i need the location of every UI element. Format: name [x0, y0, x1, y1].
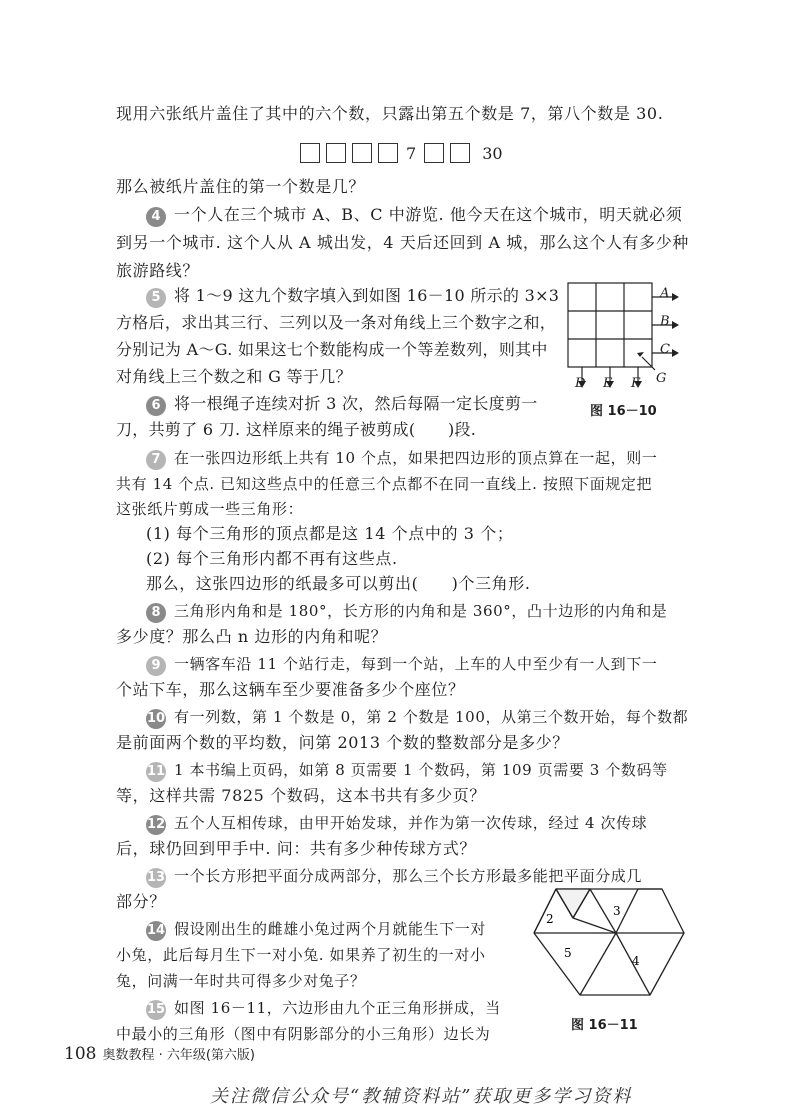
text-line: 兔，问满一年时共可得多少对兔子？ [116, 972, 366, 990]
question-number-badge: 4 [146, 207, 166, 227]
question-9 [146, 654, 657, 676]
text-line: 假设刚出生的雌雄小兔过两个月就能生下一对 [174, 920, 487, 938]
question-number-badge: 14 [146, 921, 166, 941]
triangle-label-5: 5 [564, 946, 572, 960]
question-number-badge: 15 [146, 1000, 166, 1020]
text-line: 在一张四边形纸上共有 10 个点，如果把四边形的顶点算在一起，则一 [174, 449, 658, 467]
figure-16-11-hexagon [528, 885, 688, 1000]
question-4 [146, 205, 682, 227]
question-14 [146, 919, 486, 941]
page-footer [64, 1044, 255, 1064]
text-line: 中最小的三角形（图中有阴影部分的小三角形）边长为 [116, 1025, 491, 1043]
text-line: 将一根绳子连续对折 3 次，然后每隔一定长度剪一 [174, 394, 538, 413]
text-line: 部分？ [116, 892, 166, 911]
text-line: 那么被纸片盖住的第一个数是几？ [116, 177, 366, 196]
question-15 [146, 998, 501, 1020]
question-number-badge: 12 [146, 815, 166, 835]
text-line: 将 1～9 这九个数字填入到如图 16－10 所示的 3×3 [174, 286, 560, 305]
visible-value-fifth: 7 [406, 143, 417, 163]
text-line: 多少度？那么凸 n 边形的内角和呢？ [116, 627, 388, 646]
diag-label-g: G [656, 371, 667, 386]
text-line: 一辆客车沿 11 个站行走，每到一个站，上车的人中至少有一人到下一 [174, 655, 658, 673]
text-line: 个站下车，那么这辆车至少要准备多少个座位？ [116, 680, 465, 699]
question-number-badge: 13 [146, 868, 166, 888]
text-line: 旅游路线？ [116, 261, 200, 280]
covered-box [378, 143, 398, 163]
text-line: 一个人在三个城市 A、B、C 中游览. 他今天在这个城市，明天就必须 [174, 205, 683, 224]
col-label-f: F [631, 376, 641, 391]
covered-box [326, 143, 346, 163]
text-line: 如图 16－11，六边形由九个正三角形拼成，当 [174, 999, 501, 1017]
question-7 [146, 448, 657, 470]
triangle-label-3: 3 [613, 904, 621, 918]
figure-caption: 图 16－11 [571, 1018, 638, 1033]
text-line: 分别记为 A～G. 如果这七个数能构成一个等差数列，则其中 [116, 340, 548, 359]
question-number-badge: 6 [146, 396, 166, 416]
triangle-label-4: 4 [632, 954, 640, 968]
text-line: (1) 每个三角形的顶点都是这 14 个点中的 3 个； [146, 524, 514, 543]
question-12 [146, 813, 647, 835]
text-line: 共有 14 个点. 已知这些点中的任意三个点都不在同一直线上. 按照下面规定把 [116, 475, 653, 493]
text-line: 到另一个城市. 这个人从 A 城出发，4 天后还回到 A 城，那么这个人有多少种 [116, 233, 689, 252]
col-label-e: E [603, 376, 613, 391]
book-title: 奥数教程 · 六年级(第六版) [102, 1048, 255, 1063]
question-6 [146, 394, 538, 416]
question-11 [146, 760, 668, 782]
covered-box [424, 143, 444, 163]
row-label-b: B [660, 314, 670, 329]
question-number-badge: 10 [146, 709, 166, 729]
row-label-a: A [660, 286, 670, 301]
text-line: 等，这样共需 7825 个数码，这本书共有多少页？ [116, 786, 486, 805]
col-label-d: D [575, 376, 586, 391]
text-line: 是前面两个数的平均数，问第 2013 个数的整数部分是多少？ [116, 733, 569, 752]
text-line: 五个人互相传球，由甲开始发球，并作为第一次传球，经过 4 次传球 [174, 814, 648, 832]
visible-value-eighth: 30 [482, 143, 503, 163]
text-line: 1 本书编上页码，如第 8 页需要 1 个数码，第 109 页需要 3 个数码等 [174, 761, 668, 779]
text-line: 方格后，求出其三行、三列以及一条对角线上三个数字之和， [116, 313, 557, 332]
page-number: 108 [64, 1044, 97, 1064]
question-number-badge: 5 [146, 288, 166, 308]
text-line: 那么，这张四边形的纸最多可以剪出( )个三角形. [146, 574, 531, 593]
covered-box [450, 143, 470, 163]
text-line: (2) 每个三角形内都不再有这些点. [146, 549, 398, 568]
question-number-badge: 8 [146, 603, 166, 623]
question-number-badge: 11 [146, 762, 166, 782]
covered-box [352, 143, 372, 163]
text-line: 一个长方形把平面分成两部分，那么三个长方形最多能把平面分成几 [174, 867, 643, 885]
question-5 [146, 286, 559, 308]
text-line: 这张纸片剪成一些三角形： [116, 500, 304, 518]
triangle-label-2: 2 [546, 912, 554, 926]
question-number-badge: 7 [146, 450, 166, 470]
text-line: 后，球仍回到甲手中. 问：共有多少种传球方式？ [116, 839, 476, 858]
covered-sequence [300, 141, 511, 165]
text-line: 现用六张纸片盖住了其中的六个数，只露出第五个数是 7，第八个数是 30. [116, 104, 664, 123]
covered-box [300, 143, 320, 163]
question-8 [146, 601, 667, 623]
text-line: 小兔，此后每月生下一对小兔. 如果养了初生的一对小 [116, 946, 486, 964]
text-line: 有一列数，第 1 个数是 0，第 2 个数是 100，从第三个数开始，每个数都 [174, 708, 689, 726]
text-line: 三角形内角和是 180°，长方形的内角和是 360°，凸十边形的内角和是 [174, 602, 668, 620]
text-line: 对角线上三个数之和 G 等于几？ [116, 367, 352, 386]
text-line: 刀，共剪了 6 刀. 这样原来的绳子被剪成( )段. [116, 420, 477, 439]
row-label-c: C [660, 342, 670, 357]
figure-caption: 图 16－10 [590, 404, 657, 419]
watermark-text: 关注微信公众号“教辅资料站”获取更多学习资料 [210, 1086, 633, 1107]
question-10 [146, 707, 688, 729]
question-number-badge: 9 [146, 656, 166, 676]
